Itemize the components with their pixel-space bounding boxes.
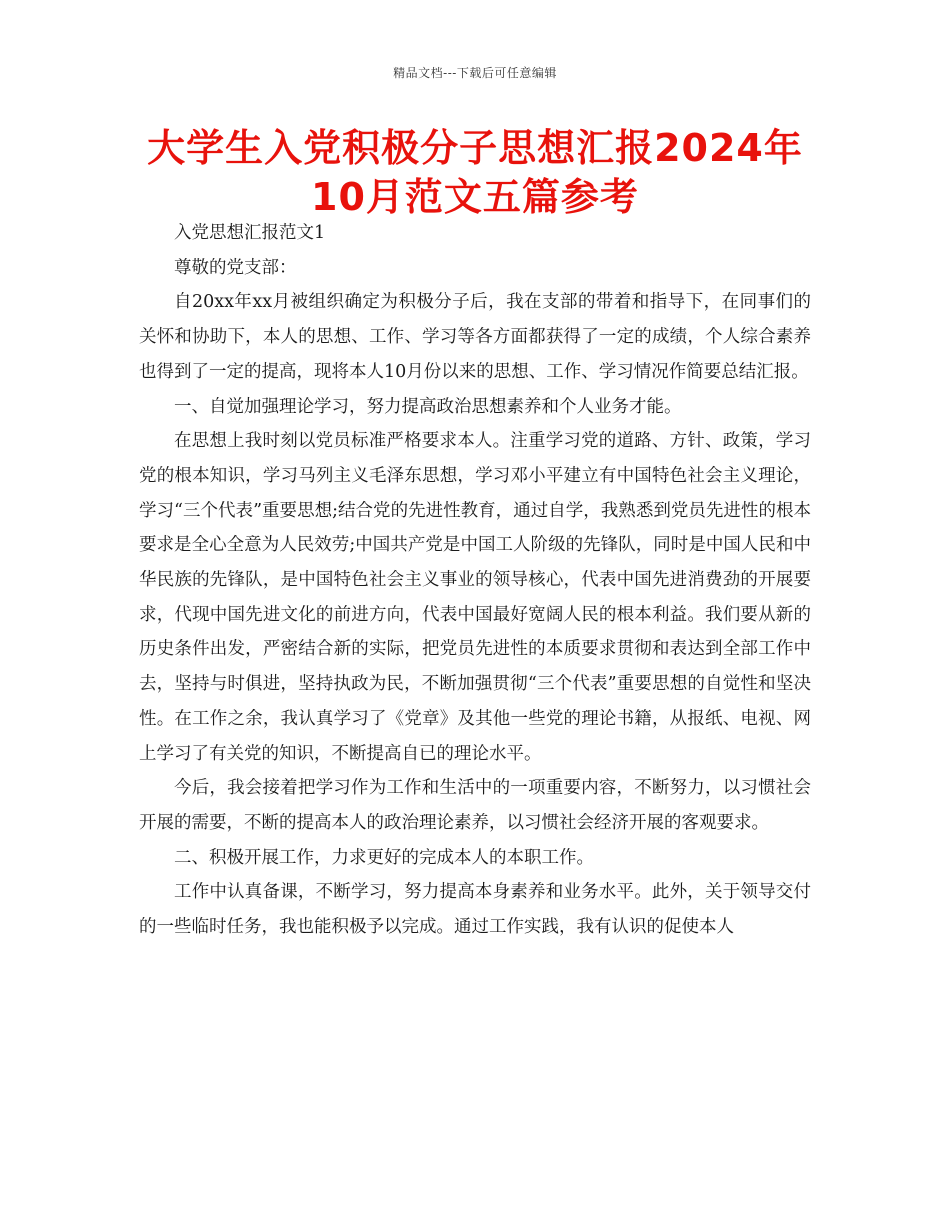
header-note: 精品文档---下载后可任意编辑: [393, 66, 557, 80]
body-paragraph: 工作中认真备课，不断学习，努力提高本身素养和业务水平。此外，关于领导交付的一些临时任务，我也能积极予以完成。通过工作实践，我有认识的促使本人: [139, 882, 811, 938]
document-title: 大学生入党积极分子思想汇报2024年10月范文五篇参考: [147, 126, 803, 219]
section-heading: 二、积极开展工作，力求更好的完成本人的本职工作。: [174, 847, 594, 868]
body-paragraph: 今后，我会接着把学习作为工作和生活中的一项重要内容，不断努力，以习惯社会开展的需要，不断的提高本人的政治理论素养，以习惯社会经济开展的客观要求。: [139, 778, 811, 833]
body-paragraph: 自20xx年xx月被组织确定为积极分子后，我在支部的带着和指导下，在同事们的关怀和协助下，本人的思想、工作、学习等各方面都获得了一定的成绩，个人综合素养也得到了一定的提高，现将本人10月份以来的思想、工作、学习情况作简要总结汇报。: [139, 292, 811, 382]
section-heading: 入党思想汇报范文1: [174, 223, 326, 243]
salutation: 尊敬的党支部：: [174, 257, 297, 278]
document-body: [139, 216, 811, 945]
body-paragraph: 在思想上我时刻以党员标准严格要求本人。注重学习党的道路、方针、政策，学习党的根本知识，学习马列主义毛泽东思想，学习邓小平建立有中国特色社会主义理论，学习“三个代表”重要思想;结合党的先进性教育，通过自学，我熟悉到党员先进性的根本要求是全心全意为人民效劳;中国共产党是中国工人阶级的先锋队，同时是中国人民和中华民族的先锋队，是中国特色社会主义事业的领导核心，代表中国先进消费劲的开展要求，代现中国先进文化的前进方向，代表中国最好宽阔人民的根本利益。我们要从新的历史条件出发，严密结合新的实际，把党员先进性的本质要求贯彻和表达到全部工作中去，坚持与时俱进，坚持执政为民，不断加强贯彻“三个代表”重要思想的自觉性和坚决性。在工作之余，我认真学习了《党章》及其他一些党的理论书籍，从报纸、电视、网上学习了有关党的知识，不断提高自已的理论水平。: [139, 431, 811, 764]
section-heading: 一、自觉加强理论学习，努力提高政治思想素养和个人业务才能。: [174, 396, 682, 417]
